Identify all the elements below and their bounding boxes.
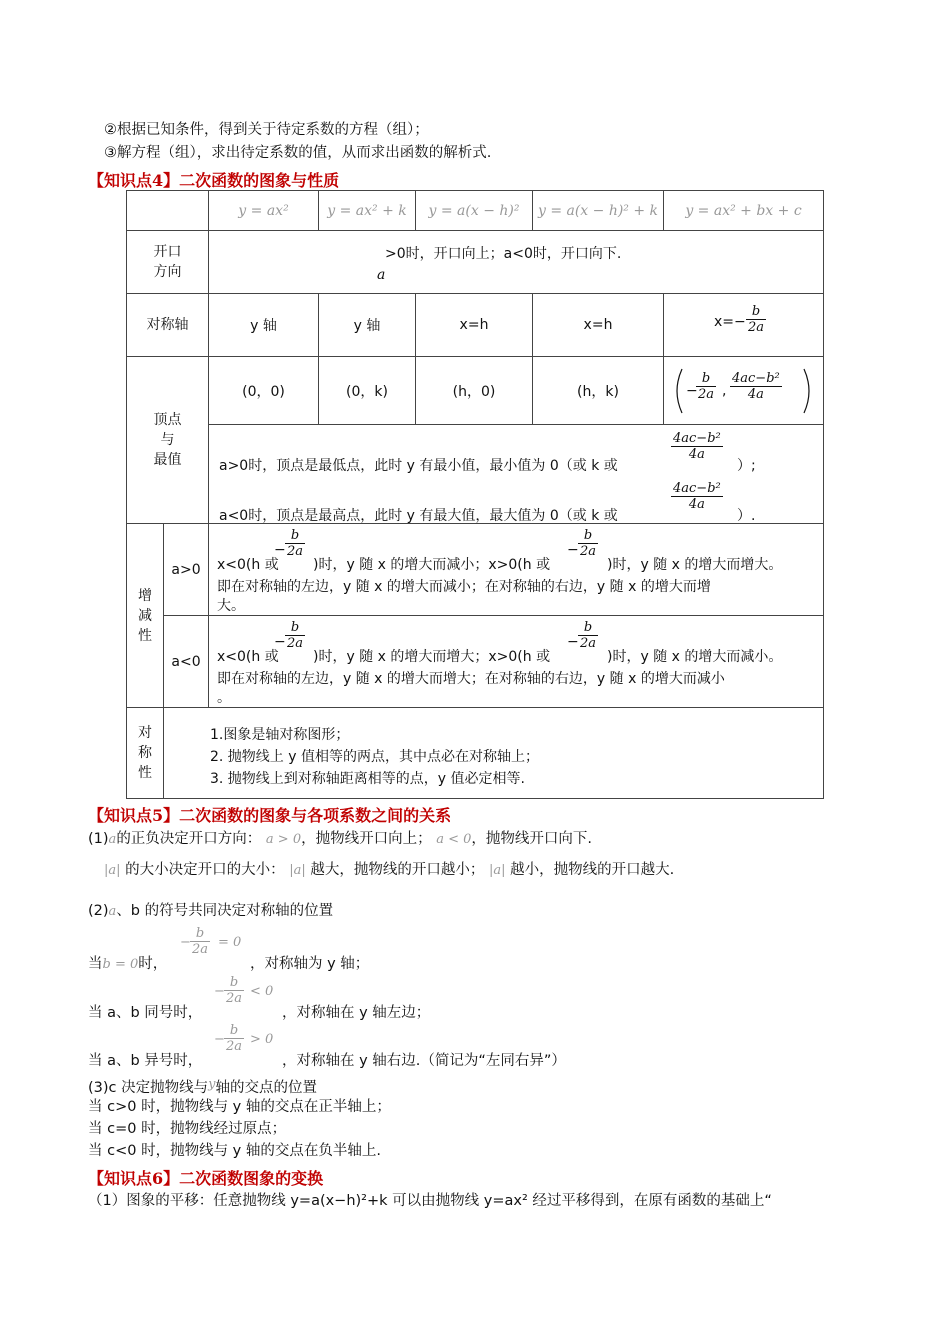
mono-neg-frac-1: $\frac{b}{2a}$ (287, 620, 304, 651)
max-value-frac: $\frac{\text{4ac−b²}}{4a}$ (673, 481, 721, 512)
case1-frac: $\frac{b}{2a}$ (192, 926, 209, 957)
intro-step-2: ②根据已知条件，得到关于待定系数的方程（组）； (104, 122, 429, 138)
row-open-direction (127, 231, 824, 294)
properties-table (126, 190, 824, 799)
case-opposite-sign: 当 a、b 异号时， (88, 1053, 203, 1069)
row-vertex-values (127, 357, 824, 425)
case-same-sign: 当 a、b 同号时， (88, 1005, 203, 1021)
label-monotonic: 增 减 性 (127, 524, 164, 708)
kp6-line-1: （1）图象的平移：任意抛物线 y=a(x−h)²+k 可以由抛物线 y=ax² 经过平移得到，在原有函数的基础上“ (88, 1193, 772, 1209)
kp5-p2: |a| 的大小决定开口的大小： |a| 越大，抛物线的开口越小； |a| 越小，抛物线的开口越大. (104, 862, 675, 878)
label-open-direction: 开口 方向 (127, 231, 209, 294)
min-value-frac: $\frac{\text{4ac−b²}}{4a}$ (673, 431, 721, 462)
mono-pos-frac-2: $\frac{b}{2a}$ (580, 528, 597, 559)
axis-col-5: x=− $\frac{b}{2a}$ (664, 294, 824, 357)
case3-end: ，对称轴在 y 轴右边.（简记为“左同右异”） (282, 1053, 566, 1069)
case3-frac: $\frac{b}{2a}$ (226, 1023, 243, 1054)
vertex-col-4: (h，k) (533, 357, 664, 425)
kp5-p3: (2)a、b 的符号共同决定对称轴的位置 (88, 903, 334, 919)
axis-col-1: y 轴 (209, 294, 319, 357)
open-direction-text: >0时，开口向上；a<0时，开口向下. a (209, 231, 824, 294)
label-vertex: 顶点 与 最值 (127, 357, 209, 524)
vertex-col-5: − $\frac{b}{2a}$ , $\frac{\text{4ac−b²}}{4a}$ (664, 357, 824, 425)
row-mono-positive (127, 524, 824, 616)
header-col-4: y = a(x − h)² + k (533, 191, 664, 231)
c-positive: 当 c>0 时，抛物线与 y 轴的交点在正半轴上； (88, 1099, 391, 1115)
vertex-col-3: (h，0) (416, 357, 533, 425)
row-symmetry (127, 708, 824, 799)
kp6-heading: 【知识点6】二次函数图象的变换 (88, 1169, 324, 1188)
intro-step-3: ③解方程（组），求出待定系数的值，从而求出函数的解析式. (104, 145, 492, 161)
mono-neg-frac-2: $\frac{b}{2a}$ (580, 620, 597, 651)
vertex-col-2: (0，k) (319, 357, 416, 425)
kp4-heading: 【知识点4】二次函数的图象与性质 (88, 171, 340, 190)
row-axis (127, 294, 824, 357)
header-col-2: y = ax² + k (319, 191, 416, 231)
c-negative: 当 c<0 时，抛物线与 y 轴的交点在负半轴上. (88, 1143, 381, 1159)
case-b-zero: 当b = 0时， (88, 956, 168, 972)
mono-pos-frac-1: $\frac{b}{2a}$ (287, 528, 304, 559)
header-corner (127, 191, 209, 231)
label-axis: 对称轴 (127, 294, 209, 357)
mono-positive-text: x<0(h 或 − $\frac{b}{2a}$ )时，y 随 x 的增大而减小；x>0(h 或 − $\frac{b}{2a}$ )时，y 随 x 的增大而增大。 即在对称轴的左边，y 随 x 的增大而减小；在对称轴的右边，y 随 x 的增大而增 大。 (209, 524, 824, 616)
axis-col-4: x=h (533, 294, 664, 357)
header-col-3: y = a(x − h)² (416, 191, 533, 231)
label-symmetry: 对 称 性 (127, 708, 164, 799)
vertex-col-1: (0，0) (209, 357, 319, 425)
vertex-frac-y: $\frac{\text{4ac−b²}}{4a}$ (732, 371, 780, 402)
header-col-1: y = ax² (209, 191, 319, 231)
row-vertex-extreme (127, 425, 824, 524)
label-a-positive: a>0 (164, 524, 209, 616)
symmetry-text: 1.图象是轴对称图形； 2. 抛物线上 y 值相等的两点，其中点必在对称轴上； 3. 抛物线上到对称轴距离相等的点，y 值必定相等. (164, 708, 824, 799)
kp5-p1: (1)a的正负决定开口方向： a > 0，抛物线开口向上； a < 0，抛物线开口向下. (88, 831, 593, 847)
case2-frac: $\frac{b}{2a}$ (226, 975, 243, 1006)
row-mono-negative (127, 616, 824, 708)
label-a-negative: a<0 (164, 616, 209, 708)
mono-negative-text: x<0(h 或 − $\frac{b}{2a}$ )时，y 随 x 的增大而增大；x>0(h 或 − $\frac{b}{2a}$ )时，y 随 x 的增大而减小。 即在对称轴的左边，y 随 x 的增大而增大；在对称轴的右边，y 随 x 的增大而减小 。 (209, 616, 824, 708)
c-zero: 当 c=0 时，抛物线经过原点； (88, 1121, 287, 1137)
header-col-5: y = ax² + bx + c (664, 191, 824, 231)
vertex-extreme-text: a>0时，顶点是最低点，此时 y 有最小值，最小值为 0（或 k 或 $\frac{\text{4ac−b²}}{4a}$ ）; a<0时，顶点是最高点，此时 y 有最大值，最大值为 0（或 k 或 $\frac{\text{4ac−b²}}{4a}$ ）. (209, 425, 824, 524)
kp5-heading: 【知识点5】二次函数的图象与各项系数之间的关系 (88, 806, 452, 825)
axis-col-3: x=h (416, 294, 533, 357)
axis-fraction: $\frac{b}{2a}$ (748, 304, 765, 335)
case1-end: ，对称轴为 y 轴； (250, 956, 370, 972)
kp5-p4: (3)c 决定抛物线与y轴的交点的位置 (88, 1077, 317, 1096)
case2-end: ，对称轴在 y 轴左边； (282, 1005, 431, 1021)
vertex-frac-x: $\frac{b}{2a}$ (698, 371, 715, 402)
axis-col-2: y 轴 (319, 294, 416, 357)
table-header-row (127, 191, 824, 231)
